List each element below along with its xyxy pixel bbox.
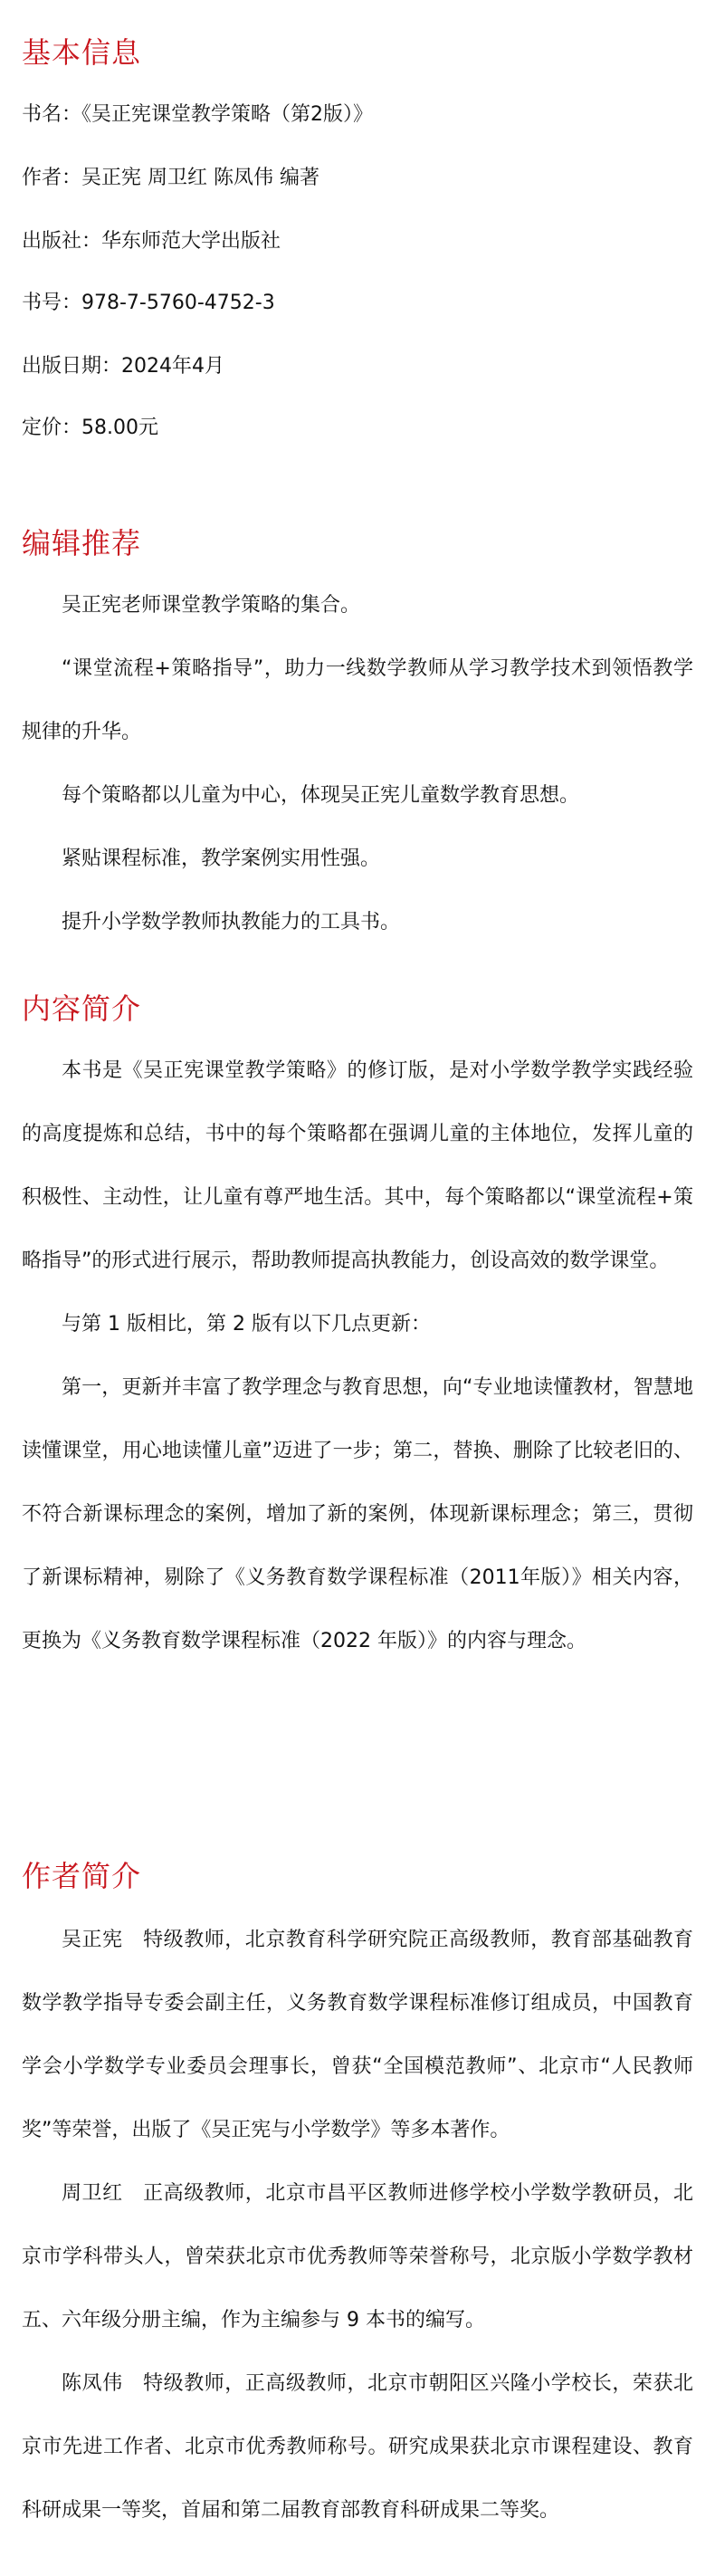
book-authors: 作者：吴正宪 周卫红 陈凤伟 编著 <box>22 167 319 189</box>
book-isbn: 书号：978-7-5760-4752-3 <box>22 292 275 314</box>
intro-paragraph: 第一，更新并丰富了教学理念与教育思想，向“专业地读懂教材，智慧地读懂课堂，用心地读懂儿童”迈进了一步；第二，替换、删除了比较老旧的、不符合新课标理念的案例，增加了新的案例，体现新课标理念；第三，贯彻了新课标精神，剔除了《义务教育数学课程标准（2011年版）》相关内容，更换为《义务教育数学课程标准（2022 年版）》的内容与理念。 <box>22 1376 693 1652</box>
author-intro-body <box>22 1909 693 2542</box>
book-publisher: 出版社：华东师范大学出版社 <box>22 230 281 253</box>
editor-recommend-body <box>22 574 693 954</box>
book-pub-date: 出版日期：2024年4月 <box>22 355 224 378</box>
content-intro-heading: 内容简介 <box>22 991 142 1026</box>
recommend-paragraph: 吴正宪老师课堂教学策略的集合。 <box>62 594 361 617</box>
author-intro-heading: 作者简介 <box>22 1859 142 1893</box>
recommend-paragraph: 紧贴课程标准，教学案例实用性强。 <box>62 847 381 870</box>
basic-info-heading: 基本信息 <box>22 35 142 70</box>
content-intro-section <box>22 989 693 1673</box>
book-price: 定价：58.00元 <box>22 417 158 439</box>
author-paragraph: 陈凤伟 特级教师，正高级教师，北京市朝阳区兴隆小学校长，荣获北京市先进工作者、北京市优秀教师称号。研究成果获北京市课程建设、教育科研成果一等奖，首届和第二届教育部教育科研成果二等奖。 <box>22 2372 693 2522</box>
book-name: 书名：《吴正宪课堂教学策略（第2版）》 <box>22 103 373 126</box>
recommend-paragraph: 每个策略都以儿童为中心，体现吴正宪儿童数学教育思想。 <box>62 784 580 807</box>
author-intro-section <box>22 1856 693 2542</box>
basic-info-section <box>22 33 693 439</box>
editor-recommend-heading: 编辑推荐 <box>22 526 142 560</box>
content-intro-body <box>22 1039 693 1673</box>
author-paragraph: 周卫红 正高级教师，北京市昌平区教师进修学校小学数学教研员，北京市学科带头人，曾荣获北京市优秀教师等荣誉称号，北京版小学数学教材五、六年级分册主编，作为主编参与 9 本书的编写。 <box>22 2182 693 2332</box>
author-paragraph: 吴正宪 特级教师，北京教育科学研究院正高级教师，教育部基础教育数学教学指导专委会副主任，义务教育数学课程标准修订组成员，中国教育学会小学数学专业委员会理事长，曾获“全国模范教师”、北京市“人民教师奖”等荣誉，出版了《吴正宪与小学数学》等多本著作。 <box>22 1929 693 2141</box>
recommend-paragraph: 提升小学数学教师执教能力的工具书。 <box>62 911 401 934</box>
intro-paragraph: 与第 1 版相比，第 2 版有以下几点更新： <box>62 1313 431 1336</box>
recommend-paragraph: “课堂流程+策略指导”，助力一线数学教师从学习教学技术到领悟教学规律的升华。 <box>22 657 693 743</box>
editor-recommend-section <box>22 523 693 954</box>
intro-paragraph: 本书是《吴正宪课堂教学策略》的修订版，是对小学数学教学实践经验的高度提炼和总结，书中的每个策略都在强调儿童的主体地位，发挥儿童的积极性、主动性，让儿童有尊严地生活。其中，每个策略都以“课堂流程+策略指导”的形式进行展示，帮助教师提高执教能力，创设高效的数学课堂。 <box>22 1059 693 1272</box>
